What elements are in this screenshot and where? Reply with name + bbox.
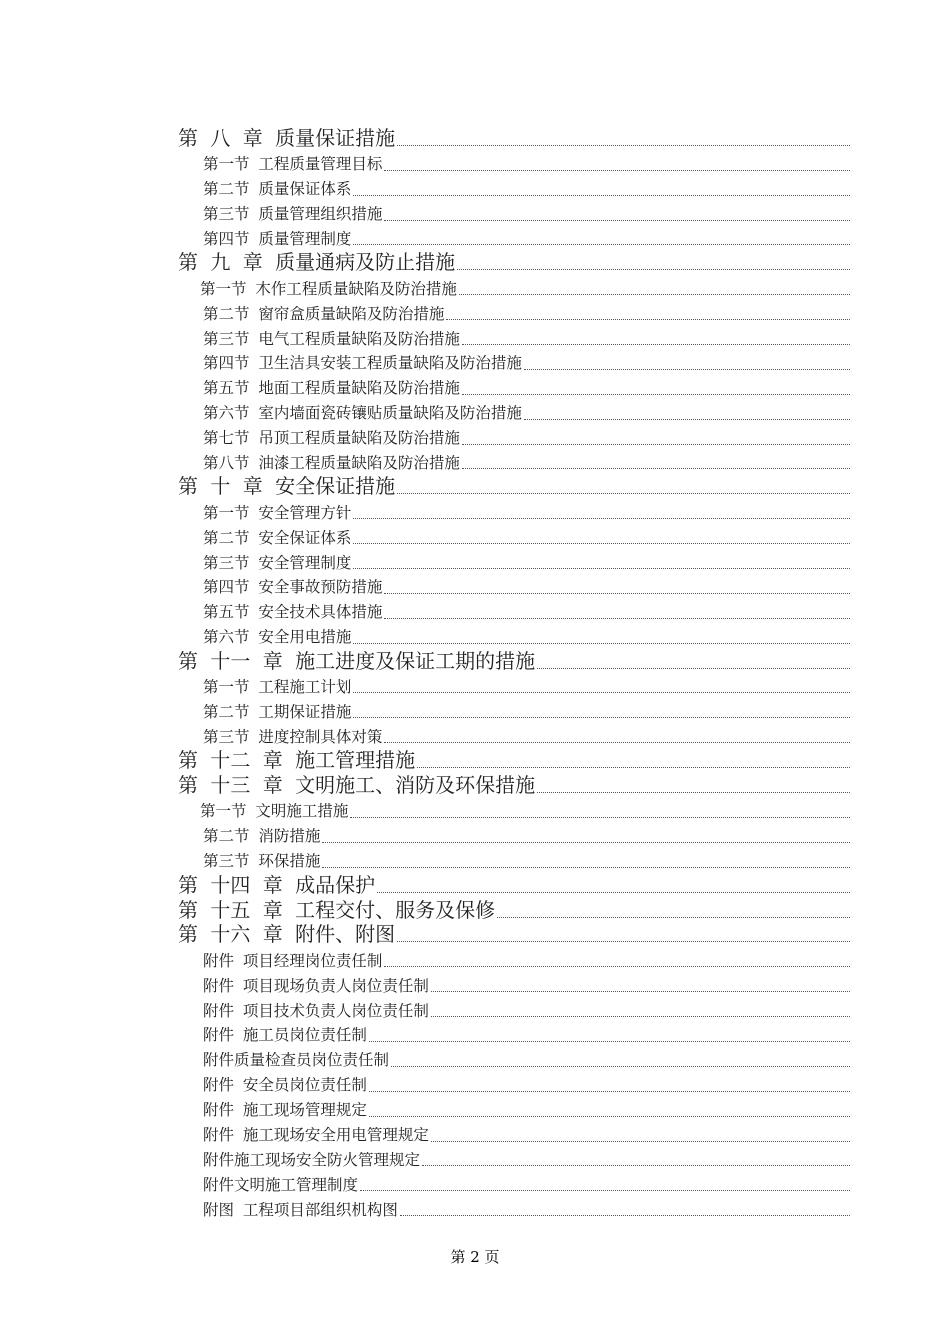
toc-section-title: 第六节 室内墙面瓷砖镶贴质量缺陷及防治措施 <box>203 404 522 423</box>
toc-section-entry[interactable] <box>178 448 850 473</box>
toc-chapter-entry[interactable] <box>178 472 850 497</box>
toc-dot-leader <box>384 593 850 594</box>
toc-section-title: 附件 项目技术负责人岗位责任制 <box>203 1001 429 1020</box>
toc-section-entry[interactable] <box>178 995 850 1020</box>
toc-dot-leader <box>353 195 850 196</box>
toc-dot-leader <box>431 991 850 992</box>
toc-dot-leader <box>377 892 850 893</box>
toc-dot-leader <box>353 244 850 245</box>
toc-section-entry[interactable] <box>178 348 850 373</box>
toc-dot-leader <box>353 643 850 644</box>
toc-section-entry[interactable] <box>178 398 850 423</box>
toc-dot-leader <box>353 717 850 718</box>
toc-section-title: 附图 工程项目部组织机构图 <box>203 1200 398 1219</box>
toc-section-title: 第三节 进度控制具体对策 <box>203 727 383 746</box>
toc-section-title: 附件施工现场安全防火管理规定 <box>203 1150 421 1169</box>
toc-dot-leader <box>369 1091 850 1092</box>
toc-section-title: 第六节 安全用电措施 <box>203 628 352 647</box>
toc-section-entry[interactable] <box>178 1020 850 1045</box>
toc-section-entry[interactable] <box>178 273 850 298</box>
toc-section-title: 第二节 质量保证体系 <box>203 180 352 199</box>
toc-dot-leader <box>369 1041 850 1042</box>
toc-section-title: 第一节 文明施工措施 <box>200 802 349 821</box>
toc-section-title: 第一节 工程施工计划 <box>203 677 352 696</box>
toc-dot-leader <box>384 966 850 967</box>
toc-section-title: 第一节 木作工程质量缺陷及防治措施 <box>200 279 457 298</box>
toc-section-entry[interactable] <box>178 796 850 821</box>
toc-section-entry[interactable] <box>178 323 850 348</box>
toc-chapter-entry[interactable] <box>178 248 850 273</box>
toc-section-title: 第三节 电气工程质量缺陷及防治措施 <box>203 329 460 348</box>
toc-dot-leader <box>537 668 850 669</box>
toc-section-title: 第五节 地面工程质量缺陷及防治措施 <box>203 379 460 398</box>
toc-dot-leader <box>431 1016 850 1017</box>
toc-chapter-entry[interactable] <box>178 896 850 921</box>
toc-section-entry[interactable] <box>178 970 850 995</box>
toc-chapter-entry[interactable] <box>178 746 850 771</box>
toc-chapter-entry[interactable] <box>178 871 850 896</box>
toc-dot-leader <box>391 1066 850 1067</box>
toc-section-title: 附件质量检查员岗位责任制 <box>203 1051 390 1070</box>
toc-section-title: 第二节 工期保证措施 <box>203 702 352 721</box>
toc-section-entry[interactable] <box>178 547 850 572</box>
toc-dot-leader <box>384 618 850 619</box>
toc-dot-leader <box>417 767 850 768</box>
toc-section-entry[interactable] <box>178 721 850 746</box>
toc-section-title: 第二节 消防措施 <box>203 827 321 846</box>
toc-section-entry[interactable] <box>178 174 850 199</box>
toc-dot-leader <box>397 493 850 494</box>
toc-section-title: 第三节 环保措施 <box>203 852 321 871</box>
toc-section-title: 第四节 卫生洁具安装工程质量缺陷及防治措施 <box>203 354 522 373</box>
toc-chapter-title: 第 十五 章 工程交付、服务及保修 <box>178 897 496 922</box>
toc-dot-leader <box>524 419 850 420</box>
toc-dot-leader <box>350 817 850 818</box>
toc-section-title: 附件 施工现场管理规定 <box>203 1101 367 1120</box>
toc-chapter-title: 第 十四 章 成品保护 <box>178 872 376 897</box>
toc-section-entry[interactable] <box>178 945 850 970</box>
toc-dot-leader <box>369 1116 850 1117</box>
toc-chapter-title: 第 十二 章 施工管理措施 <box>178 748 416 773</box>
toc-dot-leader <box>462 468 850 469</box>
toc-dot-leader <box>353 568 850 569</box>
toc-section-entry[interactable] <box>178 696 850 721</box>
toc-section-title: 第二节 安全保证体系 <box>203 528 352 547</box>
toc-section-title: 附件文明施工管理制度 <box>203 1175 359 1194</box>
toc-section-entry[interactable] <box>178 224 850 249</box>
toc-section-title: 附件 安全员岗位责任制 <box>203 1076 367 1095</box>
toc-section-entry[interactable] <box>178 672 850 697</box>
toc-section-title: 附件 项目现场负责人岗位责任制 <box>203 976 429 995</box>
toc-dot-leader <box>322 867 850 868</box>
toc-chapter-title: 第 十 章 安全保证措施 <box>178 474 396 499</box>
toc-section-entry[interactable] <box>178 622 850 647</box>
toc-section-entry[interactable] <box>178 572 850 597</box>
toc-section-entry[interactable] <box>178 298 850 323</box>
toc-dot-leader <box>457 269 850 270</box>
toc-section-title: 第五节 安全技术具体措施 <box>203 603 383 622</box>
toc-chapter-entry[interactable] <box>178 921 850 946</box>
toc-dot-leader <box>322 842 850 843</box>
toc-section-entry[interactable] <box>178 821 850 846</box>
toc-dot-leader <box>384 170 850 171</box>
toc-dot-leader <box>462 444 850 445</box>
toc-section-entry[interactable] <box>178 199 850 224</box>
toc-dot-leader <box>462 394 850 395</box>
toc-dot-leader <box>497 917 850 918</box>
toc-dot-leader <box>462 344 850 345</box>
toc-dot-leader <box>446 319 850 320</box>
toc-section-entry[interactable] <box>178 1095 850 1120</box>
toc-chapter-entry[interactable] <box>178 124 850 149</box>
toc-section-title: 第二节 窗帘盒质量缺陷及防治措施 <box>203 304 445 323</box>
toc-dot-leader <box>353 692 850 693</box>
toc-chapter-title: 第 十六 章 附件、附图 <box>178 922 396 947</box>
toc-section-title: 第一节 工程质量管理目标 <box>203 155 383 174</box>
table-of-contents <box>178 124 850 1219</box>
toc-section-entry[interactable] <box>178 846 850 871</box>
toc-section-title: 附件 施工现场安全用电管理规定 <box>203 1126 429 1145</box>
toc-dot-leader <box>397 145 850 146</box>
toc-section-title: 第八节 油漆工程质量缺陷及防治措施 <box>203 453 460 472</box>
toc-section-title: 第四节 安全事故预防措施 <box>203 578 383 597</box>
toc-section-title: 附件 项目经理岗位责任制 <box>203 951 383 970</box>
toc-section-entry[interactable] <box>178 597 850 622</box>
toc-dot-leader <box>537 792 850 793</box>
toc-chapter-title: 第 九 章 质量通病及防止措施 <box>178 250 456 275</box>
toc-section-entry[interactable] <box>178 522 850 547</box>
toc-chapter-title: 第 十三 章 文明施工、消防及环保措施 <box>178 773 536 798</box>
toc-section-title: 第三节 安全管理制度 <box>203 553 352 572</box>
toc-dot-leader <box>353 518 850 519</box>
toc-section-entry[interactable] <box>178 1194 850 1219</box>
toc-chapter-title: 第 十一 章 施工进度及保证工期的措施 <box>178 648 536 673</box>
page-number: 第 2 页 <box>450 1248 500 1266</box>
toc-dot-leader <box>384 220 850 221</box>
toc-section-entry[interactable] <box>178 497 850 522</box>
toc-chapter-title: 第 八 章 质量保证措施 <box>178 125 396 150</box>
toc-section-title: 第三节 质量管理组织措施 <box>203 205 383 224</box>
toc-chapter-entry[interactable] <box>178 647 850 672</box>
toc-section-entry[interactable] <box>178 423 850 448</box>
toc-section-entry[interactable] <box>178 1070 850 1095</box>
toc-section-title: 附件 施工员岗位责任制 <box>203 1026 367 1045</box>
toc-dot-leader <box>422 1165 850 1166</box>
toc-section-title: 第四节 质量管理制度 <box>203 229 352 248</box>
toc-dot-leader <box>431 1141 850 1142</box>
toc-dot-leader <box>360 1190 850 1191</box>
toc-dot-leader <box>384 742 850 743</box>
toc-dot-leader <box>400 1215 850 1216</box>
toc-dot-leader <box>524 369 850 370</box>
toc-section-entry[interactable] <box>178 1045 850 1070</box>
toc-section-entry[interactable] <box>178 373 850 398</box>
toc-section-entry[interactable] <box>178 1120 850 1145</box>
toc-section-entry[interactable] <box>178 1145 850 1170</box>
toc-dot-leader <box>397 941 850 942</box>
toc-section-title: 第一节 安全管理方针 <box>203 503 352 522</box>
toc-dot-leader <box>459 294 850 295</box>
toc-section-entry[interactable] <box>178 1169 850 1194</box>
toc-chapter-entry[interactable] <box>178 771 850 796</box>
toc-section-title: 第七节 吊顶工程质量缺陷及防治措施 <box>203 429 460 448</box>
toc-dot-leader <box>353 543 850 544</box>
toc-section-entry[interactable] <box>178 149 850 174</box>
